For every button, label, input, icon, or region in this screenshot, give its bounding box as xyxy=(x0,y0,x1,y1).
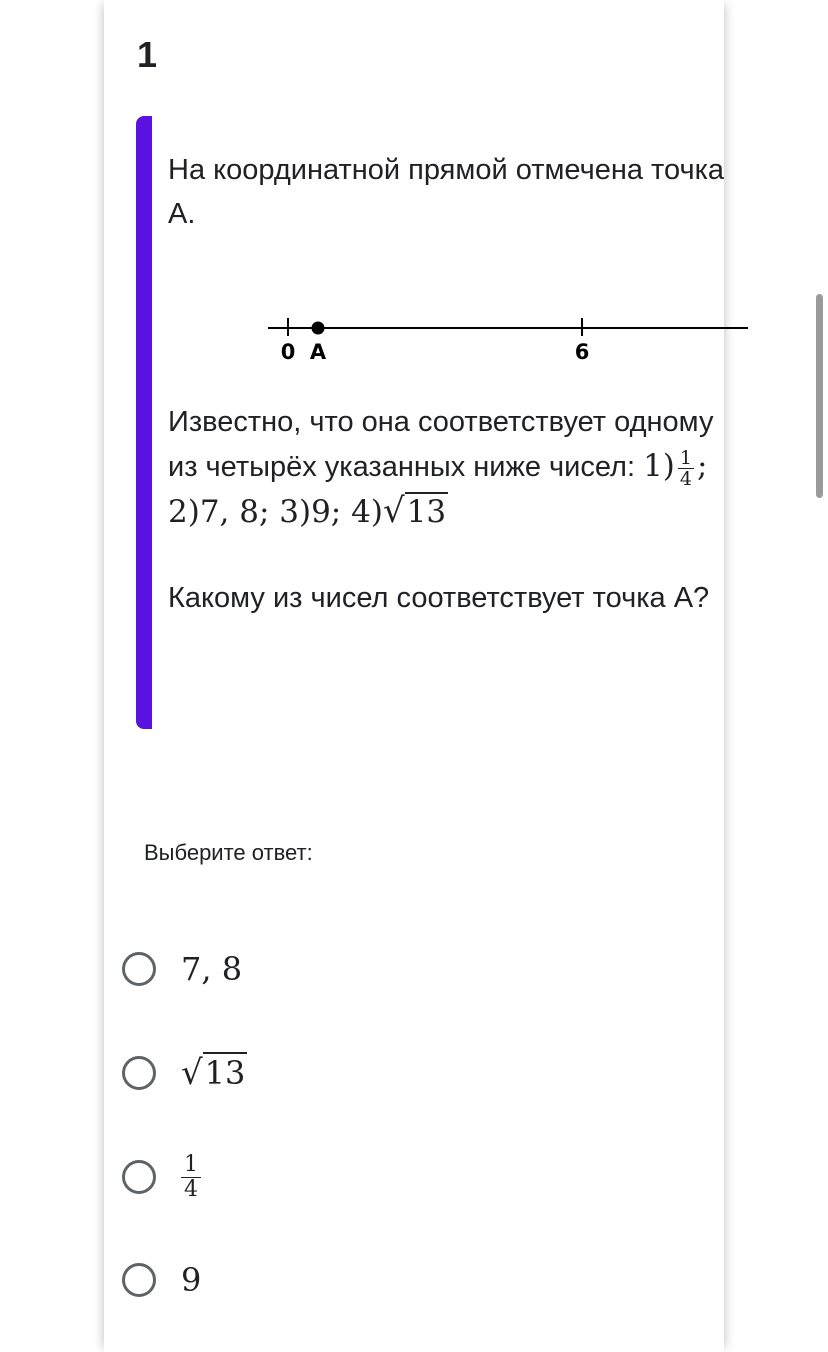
radio-button[interactable] xyxy=(122,1160,156,1194)
answer-prompt: Выберите ответ: xyxy=(144,840,313,865)
fraction-numerator: 1 xyxy=(679,446,692,469)
answer-option-4[interactable] xyxy=(122,1255,522,1305)
question-paragraph-1: На координатной прямой отмечена точка A. xyxy=(168,154,725,230)
item1-prefix: 1) xyxy=(643,448,675,484)
answer-option-1[interactable] xyxy=(122,944,522,994)
radio-button[interactable] xyxy=(122,1263,156,1297)
number-line-label-6: 6 xyxy=(574,340,590,364)
paragraph-2-text: Известно, что она соответствует одному из четырёх указанных ниже чисел: xyxy=(168,406,714,483)
sqrt-13 xyxy=(383,489,448,534)
radical-sign: √ xyxy=(181,1053,203,1093)
point-a-marker xyxy=(312,322,325,335)
scrollbar-thumb[interactable] xyxy=(816,294,823,498)
number-line-label-0: 0 xyxy=(280,340,296,364)
radio-button[interactable] xyxy=(122,952,156,986)
option-label-sqrt xyxy=(181,1053,247,1093)
fraction-denominator: 4 xyxy=(679,467,692,490)
radical-sign: √ xyxy=(382,491,405,531)
radio-button[interactable] xyxy=(122,1056,156,1090)
option-label-fraction xyxy=(181,1153,201,1202)
number-line-label-a: A xyxy=(309,340,327,364)
radicand: 13 xyxy=(204,1054,246,1092)
fraction-numerator: 1 xyxy=(184,1151,198,1177)
question-accent-bar xyxy=(136,116,152,729)
answer-option-3[interactable] xyxy=(122,1152,522,1202)
question-paragraph-2 xyxy=(168,400,748,535)
items-2-3: ; 2)7, 8; 3)9; 4) xyxy=(168,448,708,530)
answer-option-2[interactable] xyxy=(122,1048,522,1098)
fraction-one-quarter xyxy=(678,448,694,489)
fraction-denominator: 4 xyxy=(181,1177,201,1202)
question-paragraph-3: Какому из чисел соответствует точка A? xyxy=(168,582,710,614)
option-label: 7, 8 xyxy=(181,950,243,988)
radicand: 13 xyxy=(406,494,447,530)
number-line xyxy=(260,308,750,368)
option-label: 9 xyxy=(181,1261,202,1299)
question-number: 1 xyxy=(137,34,158,75)
